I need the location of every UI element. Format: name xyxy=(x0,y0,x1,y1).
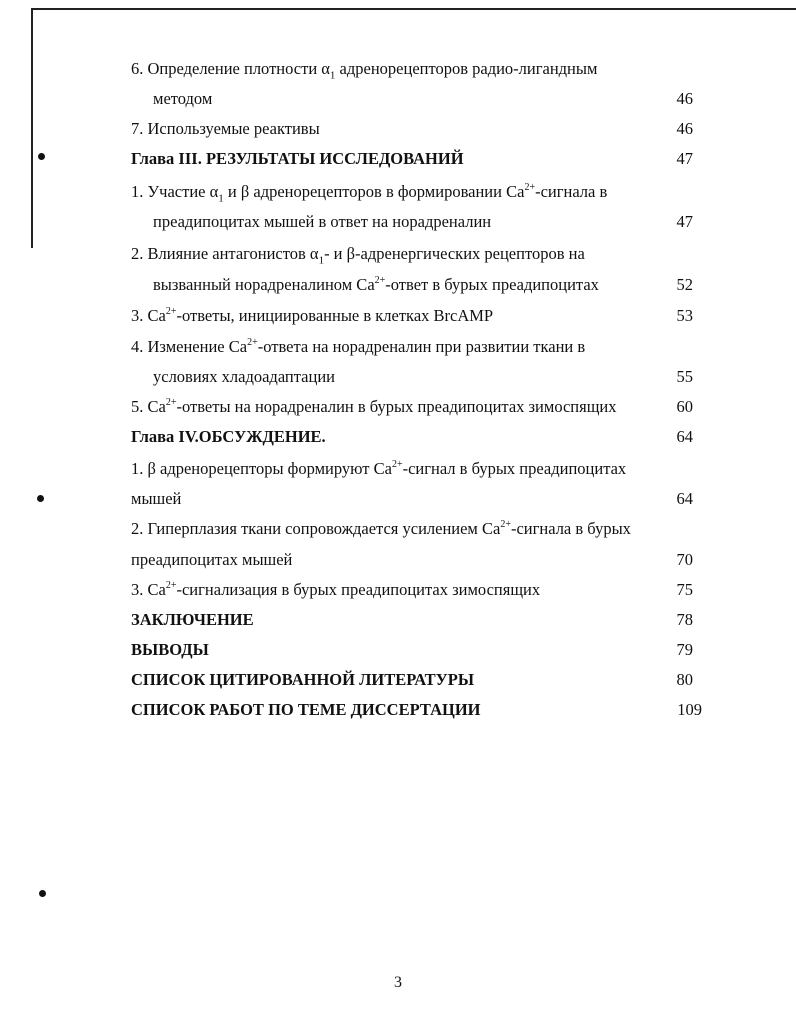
toc-entry: 2. Влияние антагонистов $\alpha_1-$ и β-адренергических рецепторов на xyxy=(131,244,585,267)
toc-entry: 1. Участие $\alpha_1$ и β адренорецепторов в формировании $Ca^{2+}$-сигнала в xyxy=(131,181,608,205)
toc-page-number: 46 xyxy=(676,119,693,138)
toc-page-number: 64 xyxy=(676,489,693,508)
toc-page-number: 60 xyxy=(676,397,693,416)
toc-page-number: 52 xyxy=(676,275,693,294)
page-number: 3 xyxy=(394,974,402,991)
toc-section-heading: ВЫВОДЫ xyxy=(131,640,209,659)
toc-page-number: 55 xyxy=(676,367,693,386)
scan-border-top xyxy=(31,8,796,10)
toc-entry-continuation: методом xyxy=(153,89,213,108)
toc-section-heading: СПИСОК РАБОТ ПО ТЕМЕ ДИССЕРТАЦИИ xyxy=(131,700,481,719)
toc-chapter-heading: Глава IV.ОБСУЖДЕНИЕ. xyxy=(131,427,326,446)
toc-section-heading: СПИСОК ЦИТИРОВАННОЙ ЛИТЕРАТУРЫ xyxy=(131,670,475,689)
toc-entry: 5. $Ca^{2+}$-ответы на норадреналин в бурых преадипоцитах зимоспящих xyxy=(131,396,617,416)
toc-page-number: 47 xyxy=(676,149,693,168)
scan-border-left xyxy=(31,8,33,248)
toc-page-number: 75 xyxy=(676,580,693,599)
binding-hole-mark xyxy=(37,495,44,502)
toc-page-number: 64 xyxy=(676,427,693,446)
binding-hole-mark xyxy=(38,153,45,160)
toc-section-heading: ЗАКЛЮЧЕНИЕ xyxy=(131,610,254,629)
toc-page-number: 80 xyxy=(676,670,693,689)
toc-entry: 2. Гиперплазия ткани сопровождается усилением $Ca^{2+}$-сигнала в бурых xyxy=(131,518,631,538)
toc-entry: 1. β адренорецепторы формируют $Ca^{2+}$-сигнал в бурых преадипоцитах xyxy=(131,458,627,478)
toc-entry-continuation: вызванный норадреналином $Ca^{2+}$-ответ в бурых преадипоцитах xyxy=(153,274,599,294)
toc-chapter-heading: Глава III. РЕЗУЛЬТАТЫ ИССЛЕДОВАНИЙ xyxy=(131,149,464,168)
toc-entry: 7. Используемые реактивы xyxy=(131,119,320,138)
toc-page-number: 47 xyxy=(676,212,693,231)
binding-hole-mark xyxy=(39,890,46,897)
toc-entry-continuation: преадипоцитах мышей в ответ на норадреналин xyxy=(153,212,492,231)
toc-page-number: 109 xyxy=(677,700,702,719)
toc-entry: 3. $Ca^{2+}$-ответы, инициированные в клетках BrcAMP xyxy=(131,305,494,325)
toc-entry: 6. Определение плотности $\alpha_1$ адренорецепторов радио-лигандным xyxy=(131,59,598,82)
toc-entry-continuation: преадипоцитах мышей xyxy=(131,550,293,569)
toc-page-number: 78 xyxy=(676,610,693,629)
toc-entry-continuation: мышей xyxy=(131,489,182,508)
toc-page-number: 53 xyxy=(676,306,693,325)
toc-entry-continuation: условиях хладоадаптации xyxy=(153,367,335,386)
toc-page-number: 79 xyxy=(676,640,693,659)
toc-entry: 3. $Ca^{2+}$-сигнализация в бурых преадипоцитах зимоспящих xyxy=(131,579,541,599)
toc-page-number: 46 xyxy=(676,89,693,108)
toc-page-number: 70 xyxy=(676,550,693,569)
toc-entry: 4. Изменение $Ca^{2+}$-ответа на норадреналин при развитии ткани в xyxy=(131,336,586,356)
